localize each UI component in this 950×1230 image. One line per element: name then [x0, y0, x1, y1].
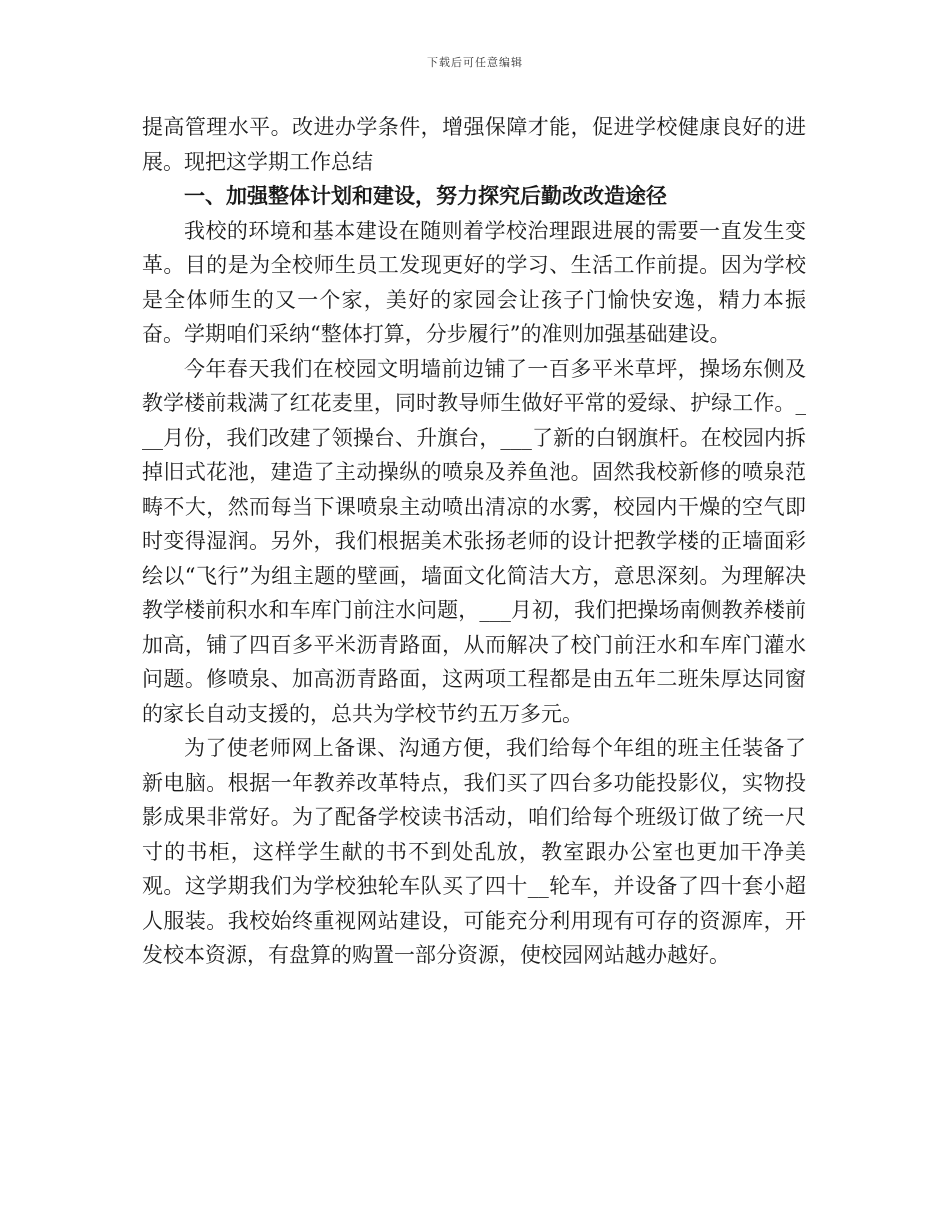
- intro-paragraph: 提高管理水平。改进办学条件，增强保障才能，促进学校健康良好的进展。现把这学期工作总结: [142, 115, 806, 174]
- document-body: [142, 110, 806, 973]
- paragraph-environment: 我校的环境和基本建设在随则着学校治理跟进展的需要一直发生变革。目的是为全校师生员工发现更好的学习、生活工作前提。因为学校是全体师生的又一个家，美好的家园会让孩子门愉快安逸，精力本振奋。学期咱们采纳“整体打算，分步履行”的准则加强基础建设。: [142, 218, 806, 346]
- paragraph-equipment: 为了使老师网上备课、沟通方便，我们给每个年组的班主任装备了新电脑。根据一年教养改革特点，我们买了四台多功能投影仪，实物投影成果非常好。为了配备学校读书活动，咱们给每个班级订做了统一尺寸的书柜，这样学生献的书不到处乱放，教室跟办公室也更加干净美观。这学期我们为学校独轮车队买了四十__轮车，并设备了四十套小超人服装。我校始终重视网站建设，可能充分利用现有可存的资源库，开发校本资源，有盘算的购置一部分资源，使校园网站越办越好。: [142, 736, 806, 967]
- paragraph-campus-improvements: 今年春天我们在校园文明墙前边铺了一百多平米草坪，操场东侧及教学楼前栽满了红花麦里，同时教导师生做好平常的爱绿、护绿工作。___月份，我们改建了领操台、升旗台，___了新的白钢旗杆。在校园内拆掉旧式花池，建造了主动操纵的喷泉及养鱼池。固然我校新修的喷泉范畴不大，然而每当下课喷泉主动喷出清凉的水雾，校园内干燥的空气即时变得湿润。另外，我们根据美术张扬老师的设计把教学楼的正墙面彩绘以“飞行”为组主题的壁画，墙面文化简洁大方，意思深刻。为理解决教学楼前积水和车库门前注水问题，___月初，我们把操场南侧教养楼前加高，铺了四百多平米沥青路面，从而解决了校门前汪水和车库门灌水问题。修喷泉、加高沥青路面，这两项工程都是由五年二班朱厚达同窗的家长自动支援的，总共为学校节约五万多元。: [142, 356, 806, 726]
- page-header-note: 下载后可任意编辑: [427, 56, 523, 69]
- section-heading: 一、加强整体计划和建设，努力探究后勤改改造途径: [184, 184, 667, 208]
